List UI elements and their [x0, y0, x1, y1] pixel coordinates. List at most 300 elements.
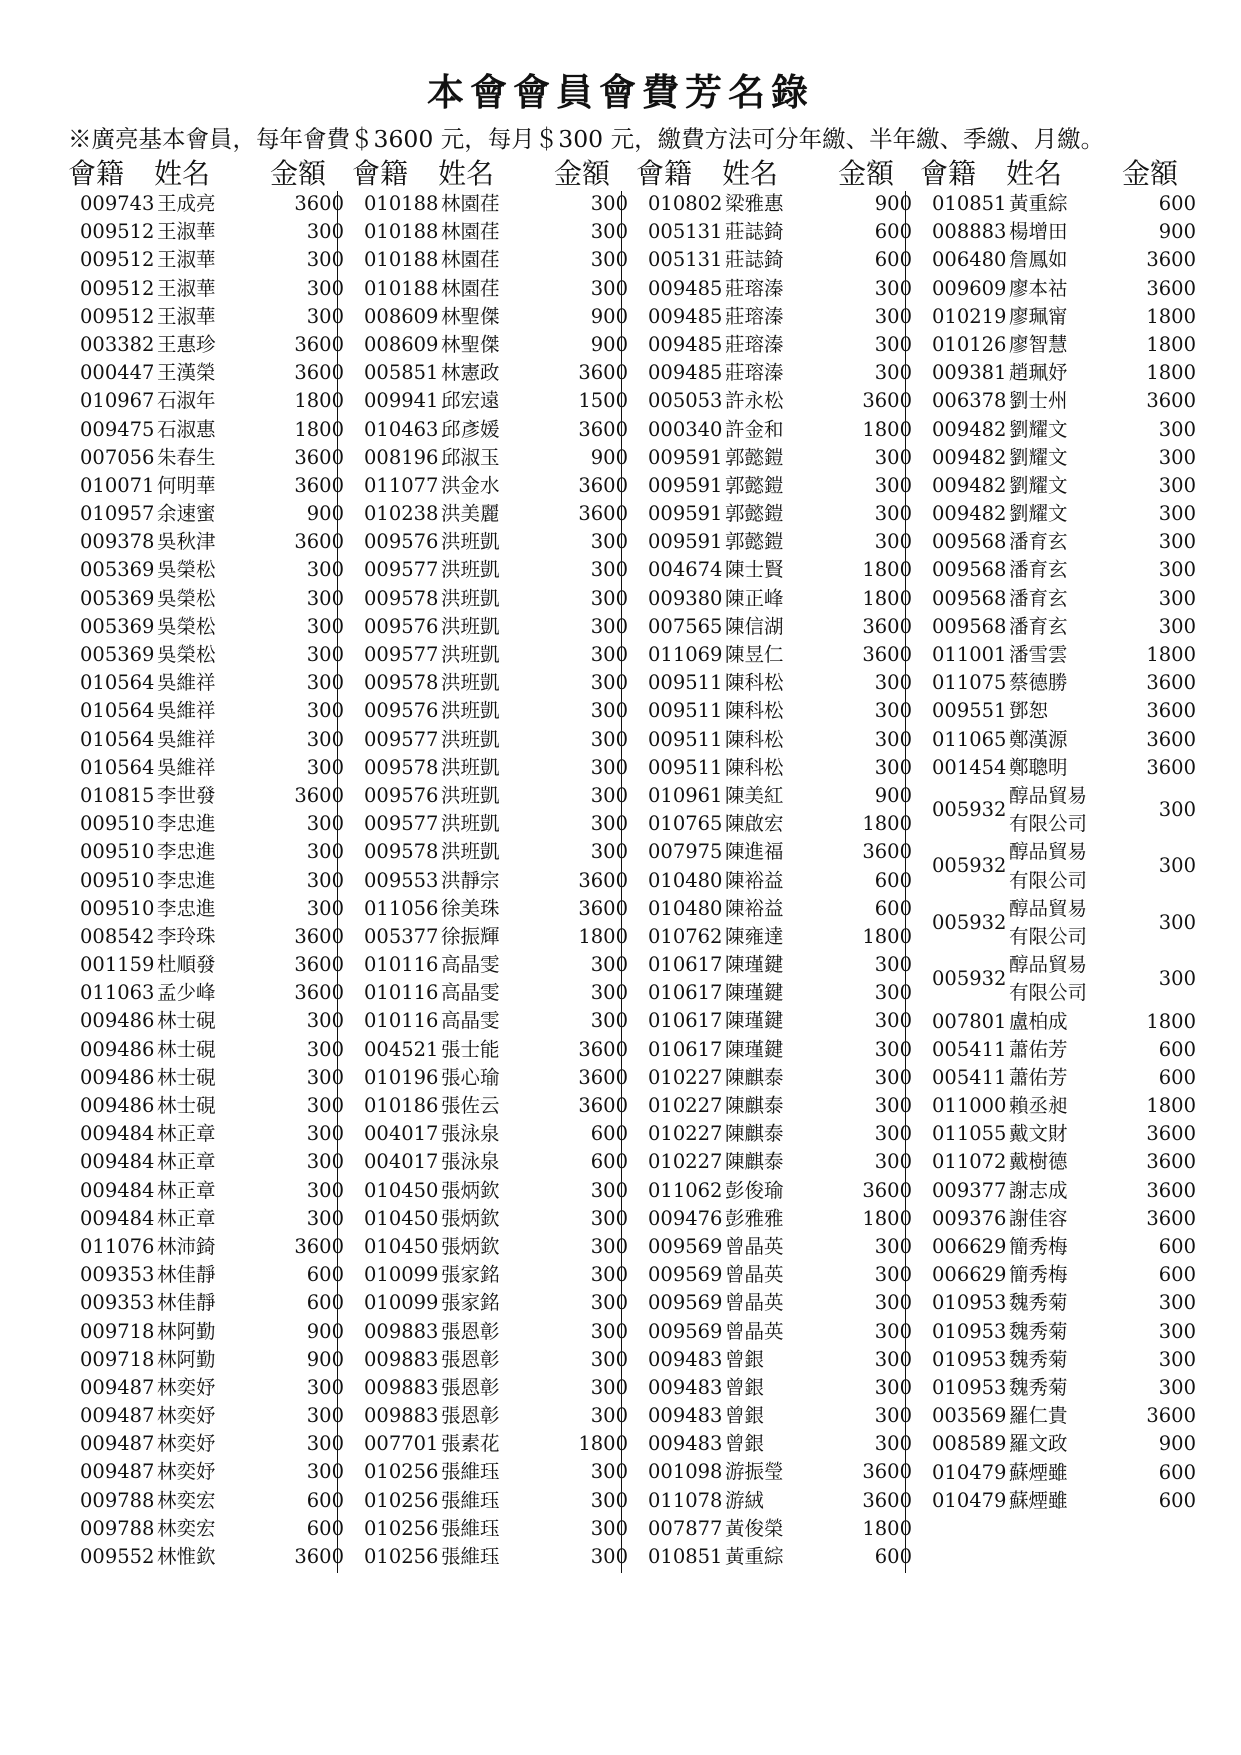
- member-name: 陳正峰: [725, 586, 784, 610]
- fee-amount: 3600: [1146, 276, 1196, 300]
- fee-amount: 900: [1158, 1432, 1196, 1456]
- member-id: 011078: [648, 1488, 723, 1512]
- member-id: 008589: [932, 1432, 1007, 1456]
- fee-amount: 900: [874, 192, 912, 215]
- member-name: 王成亮: [157, 192, 216, 215]
- member-name: 何明華: [157, 473, 216, 497]
- table-row: [68, 472, 344, 500]
- fee-amount: 300: [590, 276, 628, 300]
- member-name: 洪班凱: [441, 586, 500, 610]
- fee-amount: 300: [306, 643, 344, 666]
- member-id: 009485: [648, 361, 723, 385]
- fee-amount: 300: [874, 1263, 912, 1287]
- fee-amount: 3600: [862, 1488, 912, 1512]
- table-row: [636, 1177, 912, 1205]
- member-name: 梁雅惠: [725, 192, 784, 215]
- table-row: [352, 190, 628, 218]
- member-id: 010617: [648, 1009, 723, 1033]
- table-row: [636, 528, 912, 556]
- table-row: [352, 1543, 628, 1571]
- member-name: 陳科松: [725, 727, 784, 751]
- member-id: 011000: [932, 1094, 1007, 1118]
- fee-amount: 600: [1158, 1065, 1196, 1089]
- member-name: 廖本祜: [1009, 276, 1068, 300]
- member-id: 010188: [364, 248, 439, 272]
- fee-amount: 1800: [294, 389, 344, 413]
- member-id: 009553: [364, 868, 439, 892]
- fee-amount: 600: [1158, 1488, 1196, 1512]
- member-name: 林憲政: [441, 361, 500, 385]
- fee-amount: 300: [1158, 1291, 1196, 1315]
- fee-amount: 3600: [294, 1545, 344, 1568]
- fee-amount: 600: [874, 220, 912, 244]
- member-name: 曾晶英: [725, 1291, 784, 1315]
- member-name: 林園荏: [441, 248, 500, 272]
- fee-amount: 300: [874, 1150, 912, 1174]
- fee-amount: 300: [590, 1178, 628, 1202]
- table-row: [920, 1374, 1196, 1402]
- table-row: [920, 1120, 1196, 1148]
- table-row: [68, 1261, 344, 1289]
- table-row: [68, 1148, 344, 1176]
- table-row: [636, 556, 912, 584]
- member-name: 陳瑾鍵: [725, 1037, 784, 1061]
- table-row: [636, 1289, 912, 1317]
- member-id: 009569: [648, 1263, 723, 1287]
- table-row: [920, 585, 1196, 613]
- member-id: 009380: [648, 586, 723, 610]
- table-row: [352, 331, 628, 359]
- table-row: [68, 528, 344, 556]
- table-row: [68, 1318, 344, 1346]
- table-row: [68, 190, 344, 218]
- member-name: 黃重綜: [1009, 192, 1068, 215]
- table-row: [920, 895, 1196, 951]
- fee-amount: 3600: [578, 1065, 628, 1089]
- fee-amount: 3600: [578, 473, 628, 497]
- member-name: 林士硯: [157, 1065, 216, 1089]
- member-name: 陳瑾鍵: [725, 953, 784, 977]
- member-id: 008196: [364, 445, 439, 469]
- member-id: 009551: [932, 699, 1007, 723]
- member-name: 郭懿鎧: [725, 530, 784, 554]
- member-name: 魏秀菊: [1009, 1347, 1068, 1371]
- fee-amount: 1800: [862, 586, 912, 610]
- fee-amount: 300: [874, 304, 912, 328]
- member-name: 黃重綜: [725, 1545, 784, 1568]
- table-row: [636, 1261, 912, 1289]
- member-name: 黃俊榮: [725, 1516, 784, 1540]
- member-id: 009483: [648, 1347, 723, 1371]
- table-row: [636, 782, 912, 810]
- table-row: [68, 1205, 344, 1233]
- member-name: 謝志成: [1009, 1178, 1068, 1202]
- member-name: 吳榮松: [157, 558, 216, 582]
- table-row: [920, 1205, 1196, 1233]
- fee-amount: 300: [306, 276, 344, 300]
- fee-amount: 600: [874, 1545, 912, 1568]
- table-row: [352, 416, 628, 444]
- table-row: [636, 1374, 912, 1402]
- table-row: [68, 1543, 344, 1571]
- fee-amount: 1800: [862, 924, 912, 948]
- member-name: 劉士州: [1009, 389, 1068, 413]
- member-id: 010564: [80, 755, 155, 779]
- member-name: 陳美紅: [725, 783, 784, 807]
- member-name-line-2: 有限公司: [1009, 981, 1088, 1005]
- column-divider: [337, 191, 338, 1573]
- table-row: [68, 838, 344, 866]
- fee-amount: 900: [874, 783, 912, 807]
- member-id: 009552: [80, 1545, 155, 1568]
- fee-amount: 300: [874, 530, 912, 554]
- table-row: [352, 1515, 628, 1543]
- fee-amount: 3600: [862, 1178, 912, 1202]
- member-id: 009377: [932, 1178, 1007, 1202]
- member-id: 009578: [364, 755, 439, 779]
- table-row: [352, 754, 628, 782]
- fee-amount: 3600: [578, 361, 628, 385]
- member-name: 張炳欽: [441, 1206, 500, 1230]
- member-name: 張素花: [441, 1432, 500, 1456]
- table-row: [920, 1008, 1196, 1036]
- member-id: 005369: [80, 558, 155, 582]
- member-id: 011055: [932, 1122, 1007, 1146]
- fee-amount: 300: [590, 586, 628, 610]
- table-row: [636, 1543, 912, 1571]
- member-id: 009576: [364, 614, 439, 638]
- member-id: 000447: [80, 361, 155, 385]
- table-row: [920, 500, 1196, 528]
- member-id: 010564: [80, 699, 155, 723]
- member-name: 林沛錡: [157, 1234, 216, 1258]
- fee-amount: 3600: [862, 1460, 912, 1484]
- fee-amount: 1500: [578, 389, 628, 413]
- member-name: 陳瑾鍵: [725, 981, 784, 1005]
- member-name: 張炳欽: [441, 1178, 500, 1202]
- member-id: 009718: [80, 1319, 155, 1343]
- member-name: 張維珏: [441, 1488, 500, 1512]
- member-name: 林阿勤: [157, 1347, 216, 1371]
- table-row: [636, 669, 912, 697]
- table-row: [920, 641, 1196, 669]
- member-name: 曾銀: [725, 1404, 765, 1428]
- member-id: 005377: [364, 924, 439, 948]
- member-name: 張泳泉: [441, 1150, 500, 1174]
- table-row: [920, 1346, 1196, 1374]
- table-row: [352, 867, 628, 895]
- member-name: 洪班凱: [441, 558, 500, 582]
- fee-amount: 900: [590, 332, 628, 356]
- member-name: 吳維祥: [157, 727, 216, 751]
- member-name: 陳信湖: [725, 614, 784, 638]
- fee-amount: 300: [590, 953, 628, 977]
- member-name: 王淑華: [157, 304, 216, 328]
- fee-amount: 300: [874, 1094, 912, 1117]
- fee-amount: 3600: [1146, 755, 1196, 779]
- fee-amount: 300: [306, 586, 344, 610]
- member-name: 潘育玄: [1009, 530, 1068, 554]
- member-name: 邱淑玉: [441, 445, 500, 469]
- member-name: 林聖傑: [441, 332, 500, 356]
- member-id: 006480: [932, 248, 1007, 272]
- fee-amount: 300: [874, 699, 912, 723]
- table-row: [68, 246, 344, 274]
- member-name: 曾晶英: [725, 1319, 784, 1343]
- table-row: [68, 923, 344, 951]
- table-row: [68, 1374, 344, 1402]
- table-row: [352, 387, 628, 415]
- table-row: [68, 810, 344, 838]
- member-id: 006378: [932, 389, 1007, 413]
- member-name: 張泳泉: [441, 1122, 500, 1146]
- fee-amount: 3600: [294, 473, 344, 497]
- column-header: [636, 152, 912, 190]
- member-id: 009482: [932, 445, 1007, 469]
- fee-amount: 300: [306, 812, 344, 836]
- fee-amount: 1800: [1146, 643, 1196, 666]
- member-name: 張恩彰: [441, 1404, 500, 1428]
- member-id: 009883: [364, 1404, 439, 1428]
- member-name: 徐振輝: [441, 924, 500, 948]
- member-id: 008542: [80, 924, 155, 948]
- fee-amount: 600: [874, 248, 912, 272]
- fee-amount: 900: [1158, 220, 1196, 244]
- fee-amount: 3600: [294, 192, 344, 215]
- table-row: [636, 500, 912, 528]
- fee-amount: 300: [874, 1234, 912, 1258]
- fee-amount: 300: [306, 1037, 344, 1061]
- member-name: 吳榮松: [157, 643, 216, 666]
- member-id: 007801: [932, 1009, 1007, 1033]
- fee-amount: 300: [590, 530, 628, 554]
- fee-amount: 300: [306, 1178, 344, 1202]
- member-name: 詹鳳如: [1009, 248, 1068, 272]
- member-name: 邱彥媛: [441, 417, 500, 441]
- fee-amount: 3600: [1146, 727, 1196, 751]
- member-name: 羅仁貴: [1009, 1404, 1068, 1428]
- fee-amount: 300: [1158, 614, 1196, 638]
- member-id: 010564: [80, 671, 155, 695]
- member-name-line-1: 醇品貿易: [1009, 953, 1088, 977]
- fee-amount: 3600: [862, 614, 912, 638]
- member-name: 林佳靜: [157, 1263, 216, 1287]
- table-row: [636, 416, 912, 444]
- table-row: [352, 1261, 628, 1289]
- table-row: [636, 1402, 912, 1430]
- table-row: [68, 697, 344, 725]
- table-row: [352, 1064, 628, 1092]
- table-row: [920, 387, 1196, 415]
- fee-amount: 3600: [1146, 389, 1196, 413]
- table-row: [68, 556, 344, 584]
- member-id: 011062: [648, 1178, 723, 1202]
- member-id: 009591: [648, 530, 723, 554]
- member-id: 009482: [932, 473, 1007, 497]
- member-id: 010227: [648, 1122, 723, 1146]
- member-id: 005131: [648, 248, 723, 272]
- member-id: 009591: [648, 473, 723, 497]
- table-row: [636, 895, 912, 923]
- member-id: 010256: [364, 1460, 439, 1484]
- column-header: [352, 152, 628, 190]
- fee-amount: 300: [590, 1009, 628, 1033]
- member-name: 杜順發: [157, 953, 216, 977]
- table-row: [352, 895, 628, 923]
- fee-amount: 600: [306, 1488, 344, 1512]
- table-row: [636, 1007, 912, 1035]
- table-row: [636, 1487, 912, 1515]
- member-name: 林士硯: [157, 1037, 216, 1061]
- member-id: 009486: [80, 1009, 155, 1033]
- member-name: 簡秀梅: [1009, 1263, 1068, 1287]
- fee-amount: 300: [1158, 558, 1196, 582]
- fee-amount: 300: [1158, 797, 1196, 821]
- member-id: 010564: [80, 727, 155, 751]
- member-name: 莊瑢溱: [725, 332, 784, 356]
- fee-amount: 300: [1158, 1375, 1196, 1399]
- member-name: 蕭佑芳: [1009, 1037, 1068, 1061]
- table-row: [920, 303, 1196, 331]
- column-header: [68, 152, 344, 190]
- member-id: 006629: [932, 1235, 1007, 1258]
- table-row: [920, 416, 1196, 444]
- table-row: [636, 838, 912, 866]
- fee-amount: 300: [874, 953, 912, 977]
- fee-amount: 300: [874, 1432, 912, 1456]
- table-row: [636, 697, 912, 725]
- member-name: 陳昱仁: [725, 643, 784, 666]
- member-id: 009578: [364, 586, 439, 610]
- fee-amount: 300: [874, 1009, 912, 1033]
- member-name: 林惟欽: [157, 1545, 216, 1568]
- fee-amount: 300: [306, 1094, 344, 1117]
- fee-amount: 300: [1158, 854, 1196, 878]
- member-name: 朱春生: [157, 445, 216, 469]
- table-row: [636, 1515, 912, 1543]
- member-id: 010256: [364, 1545, 439, 1568]
- table-row: [68, 1120, 344, 1148]
- table-row: [68, 585, 344, 613]
- member-id: 005053: [648, 389, 723, 413]
- member-name: 賴丞昶: [1009, 1094, 1068, 1118]
- table-row: [68, 1346, 344, 1374]
- fee-amount: 300: [306, 248, 344, 272]
- roster-column-2: [352, 152, 628, 1571]
- table-row: [352, 500, 628, 528]
- fee-amount: 3600: [1146, 671, 1196, 695]
- table-row: [68, 303, 344, 331]
- member-name: 曾銀: [725, 1432, 765, 1456]
- fee-amount: 300: [590, 1375, 628, 1399]
- table-row: [68, 641, 344, 669]
- member-id: 005851: [364, 361, 439, 385]
- member-id: 009485: [648, 332, 723, 356]
- member-id: 010099: [364, 1291, 439, 1315]
- member-id: 009578: [364, 671, 439, 695]
- table-row: [68, 331, 344, 359]
- fee-amount: 3600: [1146, 699, 1196, 723]
- fee-amount: 300: [590, 1263, 628, 1287]
- member-id: 010953: [932, 1347, 1007, 1371]
- member-id: 005369: [80, 643, 155, 666]
- member-id: 008609: [364, 332, 439, 356]
- member-id: 009484: [80, 1178, 155, 1202]
- table-row: [636, 1458, 912, 1486]
- member-name: 洪金水: [441, 473, 500, 497]
- member-id: 010188: [364, 276, 439, 300]
- table-row: [920, 697, 1196, 725]
- table-row: [636, 275, 912, 303]
- member-name: 曾銀: [725, 1375, 765, 1399]
- member-id: 009941: [364, 389, 439, 413]
- member-name: 陳麒泰: [725, 1094, 784, 1117]
- fee-amount: 3600: [294, 981, 344, 1005]
- table-row: [636, 1036, 912, 1064]
- fee-amount: 300: [1158, 502, 1196, 526]
- member-name: 郭懿鎧: [725, 445, 784, 469]
- table-row: [68, 1036, 344, 1064]
- member-id: 009512: [80, 304, 155, 328]
- table-row: [68, 1515, 344, 1543]
- member-id: 005131: [648, 220, 723, 244]
- fee-amount: 1800: [578, 1432, 628, 1456]
- table-row: [636, 754, 912, 782]
- fee-amount: 3600: [1146, 1178, 1196, 1202]
- fee-amount: 1800: [1146, 1094, 1196, 1118]
- member-name: 吳秋津: [157, 530, 216, 554]
- member-id: 009511: [648, 671, 723, 695]
- fee-amount: 300: [874, 502, 912, 526]
- column-divider: [621, 191, 622, 1573]
- fee-amount: 300: [306, 1375, 344, 1399]
- member-name: 洪班凱: [441, 840, 500, 864]
- member-name: 莊誌錡: [725, 248, 784, 272]
- member-id: 010256: [364, 1488, 439, 1512]
- table-row: [352, 556, 628, 584]
- member-id: 011076: [80, 1234, 155, 1258]
- member-id: 001454: [932, 755, 1007, 779]
- table-row: [352, 1430, 628, 1458]
- table-row: [920, 218, 1196, 246]
- fee-amount: 600: [590, 1150, 628, 1174]
- member-name: 洪班凱: [441, 812, 500, 836]
- member-id: 009475: [80, 417, 155, 441]
- member-id: 008609: [364, 304, 439, 328]
- table-row: [636, 387, 912, 415]
- fee-amount: 1800: [1146, 332, 1196, 356]
- fee-amount: 300: [306, 868, 344, 892]
- member-name-line-1: 醇品貿易: [1009, 896, 1088, 920]
- member-name: 劉耀文: [1009, 445, 1068, 469]
- fee-amount: 3600: [294, 953, 344, 977]
- member-name: 洪班凱: [441, 643, 500, 666]
- fee-amount: 300: [874, 1404, 912, 1428]
- table-row: [636, 1318, 912, 1346]
- fee-amount: 300: [874, 332, 912, 356]
- member-name: 張維珏: [441, 1516, 500, 1540]
- fee-amount: 1800: [1146, 1009, 1196, 1033]
- member-name: 張炳欽: [441, 1234, 500, 1258]
- member-name: 吳維祥: [157, 755, 216, 779]
- member-name: 莊誌錡: [725, 220, 784, 244]
- member-name: 潘雪雲: [1009, 643, 1068, 666]
- member-name: 潘育玄: [1009, 614, 1068, 638]
- member-name-line-2: 有限公司: [1009, 812, 1088, 836]
- header-amount: 金額: [270, 157, 327, 190]
- table-row: [352, 1346, 628, 1374]
- table-row: [352, 810, 628, 838]
